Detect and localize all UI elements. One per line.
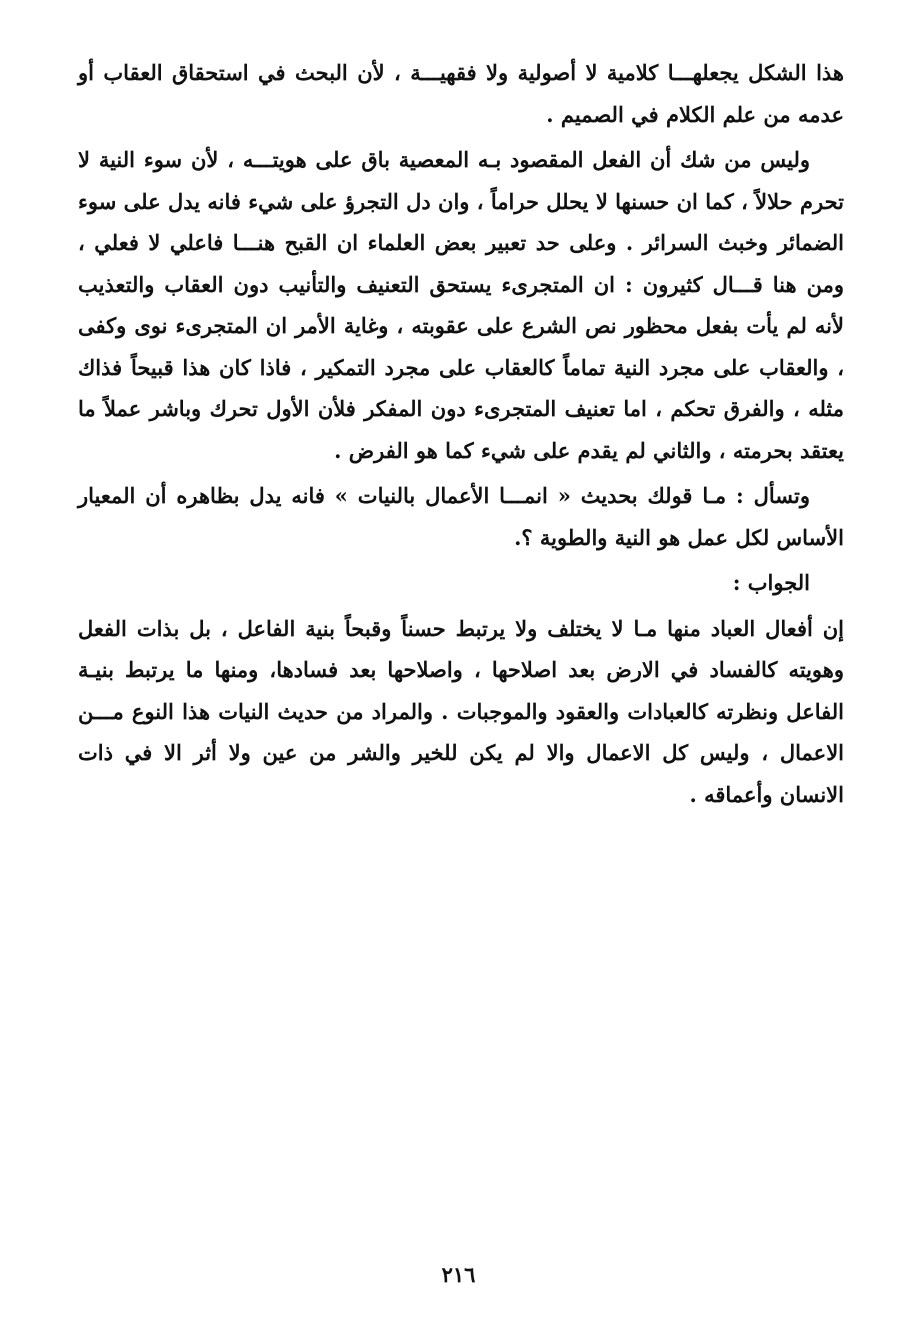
page-body-text	[78, 52, 844, 815]
paragraph-3: وتسأل : مـا قولك بحديث « انمـــا الأعمال بالنيات » فانه يدل بظاهره أن المعيار الأساس لكل عمل هو النية والطوية ؟.	[78, 483, 844, 550]
paragraph-4: إن أفعال العباد منها مـا لا يختلف ولا يرتبط حسناً وقبحاً بنية الفاعل ، بل بذات الفعل وهويته كالفساد في الارض بعد اصلاحها ، واصلاحها بعد فسادها، ومنها ما يرتبط بنيـة الفاعل ونظرته كالعبادات والعقود والموجبات . والمراد من حديث النيات هذا النوع مـــن الاعمال ، وليس كل الاعمال والا لم يكن للخير والشر من عين ولا أثر الا في ذات الانسان وأعماقه .	[78, 615, 844, 807]
page-number: ٢١٦	[441, 1262, 476, 1287]
paragraph-2: وليس من شك أن الفعل المقصود بـه المعصية باق على هويتـــه ، لأن سوء النية لا تحرم حلالاً ، كما ان حسنها لا يحلل حراماً ، وان دل التجرؤ على شيء فانه يدل على سوء الضمائر وخبث السرائر . وعلى حد تعبير بعض العلماء ان القبح هنـــا فاعلي لا فعلي ، ومن هنا قـــال كثيرون : ان المتجرىء يستحق التعنيف والتأنيب دون العقاب والتعذيب لأنه لم يأت بفعل محظور نص الشرع على عقوبته ، وغاية الأمر ان المتجرىء نوى وكفى ، والعقاب على مجرد النية تماماً كالعقاب على مجرد التمكير ، فاذا كان هذا قبيحاً فذاك مثله ، والفرق تحكم ، اما تعنيف المتجرىء دون المفكر فلأن الأول تحرك وباشر عملاً ما يعتقد بحرمته ، والثاني لم يقدم على شيء كما هو الفرض .	[78, 147, 844, 463]
answer-heading: الجواب :	[732, 570, 810, 595]
paragraph-1: هذا الشكل يجعلهـــا كلامية لا أصولية ولا فقهيـــة ، لأن البحث في استحقاق العقاب أو عدمه من علم الكلام في الصميم .	[78, 60, 844, 127]
